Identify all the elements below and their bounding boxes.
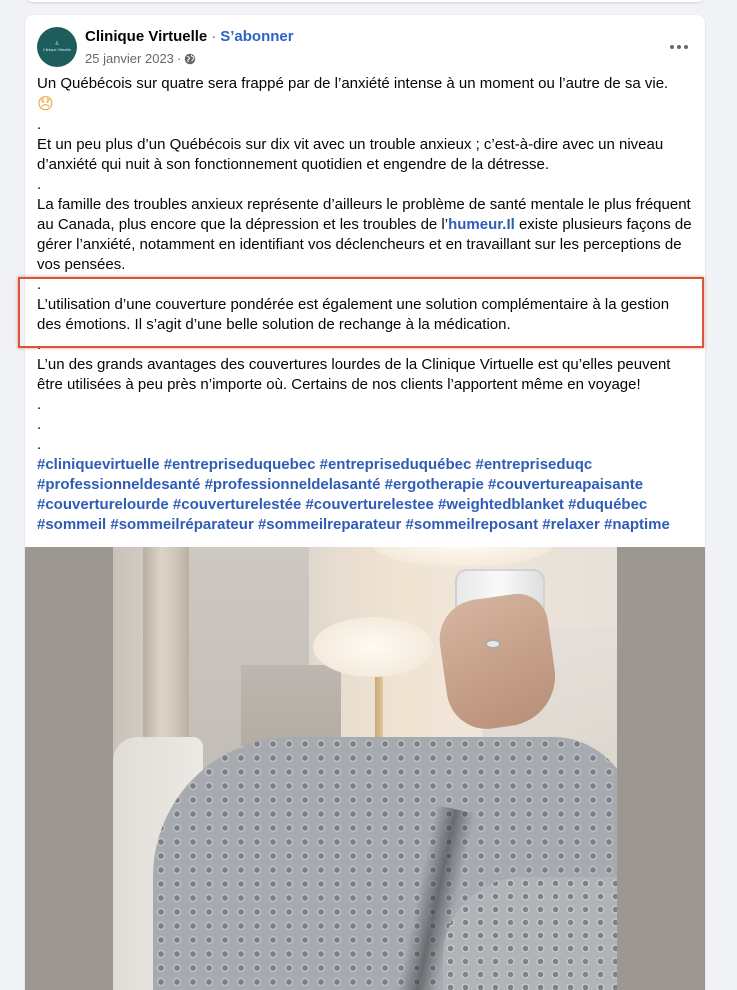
hashtag-link[interactable]: #sommeil — [37, 516, 107, 533]
post-image[interactable] — [25, 547, 705, 990]
hashtag-link-humeur[interactable]: humeur.Il — [448, 216, 515, 233]
weighted-blanket-photo — [113, 547, 617, 990]
dot-separator: . — [37, 276, 42, 293]
separator-dot: · — [211, 28, 217, 45]
more-dot-icon — [684, 45, 688, 49]
hashtag-link[interactable]: #sommeilréparateur — [110, 516, 254, 533]
meta-separator: · — [176, 51, 182, 66]
paragraph-5: L’un des grands avantages des couvertures lourdes de la Clinique Virtuelle est qu’elles peuvent être utilisées à peu près n’importe où. Certains de nos clients l’apportent même en voyage! — [37, 356, 671, 393]
post-author-line — [85, 28, 294, 45]
photo-lamp-shade — [313, 617, 433, 677]
paragraph-3: La famille des troubles anxieux représente d’ailleurs le problème de santé mentale le plus fréquent au Canada, plus encore que la dépression et les troubles de l’humeur.Il existe plusieurs façons de gérer l’anxiété, notamment en identifiant vos déclencheurs et en travaillant sur les perceptions de vos pensées. — [37, 196, 692, 273]
paragraph-1: Un Québécois sur quatre sera frappé par de l’anxiété intense à un moment ou l’autre de sa vie. 😞 — [37, 75, 669, 113]
hashtag-link[interactable]: #sommeilreposant — [405, 516, 539, 533]
post-card — [25, 15, 705, 990]
hashtag-link[interactable]: #sommeilreparateur — [257, 516, 402, 533]
hashtag-link[interactable]: #entrepriseduqc — [475, 456, 593, 473]
more-dot-icon — [677, 45, 681, 49]
previous-post-card — [25, 0, 705, 2]
photo-lamp-top — [373, 547, 553, 567]
hashtag-link[interactable]: #weightedblanket — [438, 496, 564, 513]
globe-icon[interactable] — [184, 53, 196, 65]
hashtag-link[interactable]: #couverturelestée — [172, 496, 302, 513]
more-dot-icon — [670, 45, 674, 49]
photo-ring — [485, 639, 501, 649]
hashtag-link[interactable]: #ergotherapie — [384, 476, 484, 493]
follow-button[interactable]: S’abonner — [220, 28, 294, 45]
hashtag-link[interactable]: #professionneldelasanté — [204, 476, 381, 493]
more-options-button[interactable] — [667, 35, 691, 59]
hashtag-list — [37, 455, 697, 535]
hashtag-link[interactable]: #cliniquevirtuelle — [37, 456, 160, 473]
hashtag-link[interactable]: #duquébec — [568, 496, 648, 513]
dot-separator: . — [37, 396, 42, 413]
dot-separator: . — [37, 436, 42, 453]
hashtag-link[interactable]: #couverturelestee — [305, 496, 434, 513]
post-timestamp[interactable]: 25 janvier 2023 — [85, 51, 174, 66]
page-avatar[interactable] — [37, 27, 77, 67]
paragraph-4-highlighted: L’utilisation d’une couverture pondérée est également une solution complémentaire à la gestion des émotions. Il s’agit d’une belle solution de rechange à la médication. — [37, 296, 670, 333]
avatar-logo-text: Clinique Virtuelle — [42, 47, 72, 52]
post-body — [37, 74, 697, 535]
paragraph-2: Et un peu plus d’un Québécois sur dix vit avec un trouble anxieux ; c’est-à-dire avec un niveau d’anxiété qui nuit à son fonctionnement quotidien et engendre de la détresse. — [37, 136, 664, 173]
hashtag-link[interactable]: #entrepriseduquebec — [163, 456, 316, 473]
page-name-link[interactable]: Clinique Virtuelle — [85, 28, 208, 45]
dot-separator: . — [37, 336, 42, 353]
hashtag-link[interactable]: #couverturelourde — [37, 496, 169, 513]
post-header — [25, 15, 705, 75]
post-meta — [85, 51, 196, 66]
dot-separator: . — [37, 176, 42, 193]
avatar-logo-mark: & — [55, 41, 59, 47]
disappointed-face-emoji: 😞 — [37, 94, 54, 113]
hashtag-link[interactable]: #couvertureapaisante — [488, 476, 644, 493]
dot-separator: . — [37, 416, 42, 433]
hashtag-link[interactable]: #professionneldesanté — [37, 476, 201, 493]
dot-separator: . — [37, 116, 42, 133]
hashtag-link[interactable]: #entrepriseduquébec — [319, 456, 472, 473]
hashtag-link[interactable]: #relaxer — [542, 516, 600, 533]
hashtag-link[interactable]: #naptime — [603, 516, 670, 533]
